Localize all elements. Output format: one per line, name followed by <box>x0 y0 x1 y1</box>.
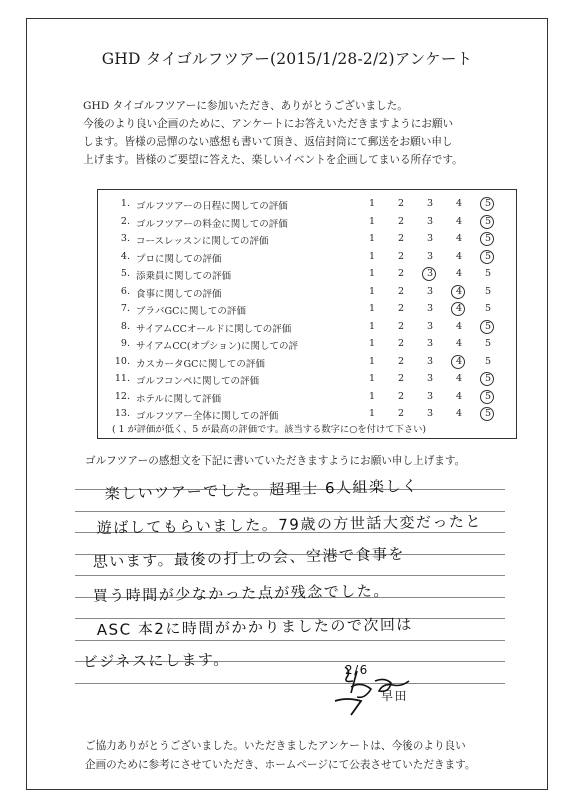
rating-option[interactable]: 4 <box>455 268 463 279</box>
ruled-line <box>75 575 505 576</box>
rating-option[interactable]: 2 <box>397 408 405 419</box>
rating-row <box>98 268 516 286</box>
rating-option[interactable]: 2 <box>397 198 405 209</box>
handwritten-line: 買う時間が少なかった点が残念でした。 <box>92 581 390 606</box>
rating-row-number: 8. <box>120 320 130 332</box>
rating-table <box>97 189 517 439</box>
rating-row-label: サイアムCCオールドに関しての評価 <box>136 323 292 335</box>
rating-option[interactable]: 5 <box>484 303 492 314</box>
rating-option[interactable]: 3 <box>426 303 434 314</box>
rating-option[interactable]: 1 <box>368 320 376 332</box>
rating-row-number: 2. <box>120 215 130 227</box>
rating-row <box>98 356 516 374</box>
rating-option[interactable]: 2 <box>397 338 405 349</box>
closing-message <box>85 737 525 775</box>
rating-option[interactable]: 1 <box>368 390 376 402</box>
rating-note: ( 1 が評価が低く、5 が最高の評価です。該当する数字に○を付けて下さい) <box>112 424 427 435</box>
rating-row <box>98 233 516 251</box>
rating-option[interactable]: 4 <box>455 390 463 402</box>
rating-option[interactable]: 3 <box>426 320 434 332</box>
rating-option[interactable]: 3 <box>426 338 434 349</box>
rating-option[interactable]: 1 <box>368 303 376 314</box>
rating-option[interactable]: 1 <box>368 268 376 279</box>
rating-option[interactable]: 1 <box>368 285 376 297</box>
rating-row <box>98 286 516 304</box>
rating-option[interactable]: 1 <box>368 373 376 384</box>
rating-row-number: 7. <box>120 303 130 314</box>
handwritten-line: ASC 本2に時間がかかりましたので次回は <box>96 615 414 640</box>
intro-line: GHD タイゴルフツアーに参加いただき、ありがとうございました。 <box>83 100 408 112</box>
rating-option[interactable]: 1 <box>368 355 376 367</box>
comment-instructions: ゴルフツアーの感想文を下記に書いていただきますようにお願い申し上げます。 <box>85 455 466 467</box>
rating-row-number: 4. <box>120 250 130 262</box>
rating-option[interactable]: 2 <box>397 285 405 297</box>
rating-row-label: ゴルフツアーの日程に関しての評価 <box>136 201 288 212</box>
rating-option[interactable]: 2 <box>397 215 405 227</box>
rating-option[interactable]: 3 <box>426 390 434 402</box>
rating-option[interactable]: 4 <box>455 303 463 314</box>
rating-row-number: 12. <box>114 390 130 402</box>
rating-row <box>98 303 516 321</box>
rating-option[interactable]: 2 <box>397 320 405 332</box>
signature-name: 早田 <box>381 689 409 703</box>
rating-option[interactable]: 5 <box>484 355 492 367</box>
closing-line: 企画のために参考にさせていただき、ホームページにて公表させていただきます。 <box>85 759 476 771</box>
rating-option[interactable]: 3 <box>426 408 434 419</box>
rating-row-number: 1. <box>120 198 130 209</box>
rating-option[interactable]: 1 <box>368 233 376 244</box>
rating-row-label: ゴルフツアーの料金に関しての評価 <box>136 218 288 230</box>
intro-line: 上げます。皆様のご要望に答えた、楽しいイベントを企画してまいる所存です。 <box>83 154 463 166</box>
rating-row-number: 6. <box>120 285 130 297</box>
rating-option[interactable]: 1 <box>368 250 376 262</box>
rating-option[interactable]: 4 <box>455 285 463 297</box>
rating-option[interactable]: 5 <box>484 268 492 279</box>
rating-option[interactable]: 5 <box>484 320 492 332</box>
rating-row <box>98 338 516 356</box>
rating-option[interactable]: 4 <box>455 233 463 244</box>
rating-row <box>98 251 516 269</box>
rating-option[interactable]: 1 <box>368 215 376 227</box>
rating-option[interactable]: 2 <box>397 355 405 367</box>
rating-row <box>98 373 516 391</box>
rating-row-number: 3. <box>120 233 130 244</box>
rating-row <box>98 321 516 339</box>
rating-option[interactable]: 5 <box>484 390 492 402</box>
rating-option[interactable]: 3 <box>426 268 434 279</box>
rating-option[interactable]: 4 <box>455 215 463 227</box>
rating-row-label: 食事に関しての評価 <box>136 288 222 300</box>
ruled-line <box>75 640 505 641</box>
rating-row-number: 9. <box>120 338 130 349</box>
rating-option[interactable]: 1 <box>368 338 376 349</box>
rating-option[interactable]: 2 <box>397 303 405 314</box>
rating-option[interactable]: 4 <box>455 355 463 367</box>
intro-paragraph <box>83 97 503 169</box>
rating-option[interactable]: 3 <box>426 285 434 297</box>
rating-option[interactable]: 3 <box>426 250 434 262</box>
rating-option[interactable]: 5 <box>484 408 492 419</box>
rating-row <box>98 391 516 409</box>
rating-option[interactable]: 4 <box>455 198 463 209</box>
rating-row-label: プロに関しての評価 <box>136 253 222 265</box>
handwritten-line: 遊ばしてもらいました。79歳の方世話大変だったと <box>96 512 483 538</box>
rating-row-label: ホテルに関して評価 <box>136 393 222 405</box>
rating-row-number: 5. <box>120 268 130 279</box>
rating-option[interactable]: 2 <box>397 373 405 384</box>
rating-row-label: 添乗員に関しての評価 <box>136 271 232 282</box>
questionnaire-sheet <box>26 18 548 790</box>
rating-option[interactable]: 5 <box>484 215 492 227</box>
rating-option[interactable]: 4 <box>455 338 463 349</box>
rating-option[interactable]: 3 <box>426 198 434 209</box>
rating-row-number: 11. <box>114 373 130 384</box>
closing-line: ご協力ありがとうございました。いただきましたアンケートは、今後のより良い <box>85 740 466 752</box>
rating-row-label: コースレッスンに関しての評価 <box>136 236 269 247</box>
signature-date: 2/6 <box>345 663 369 677</box>
rating-option[interactable]: 4 <box>455 408 463 419</box>
rating-row-label: カスカータGCに関しての評価 <box>136 358 265 370</box>
rating-option[interactable]: 3 <box>426 233 434 244</box>
rating-option[interactable]: 3 <box>426 355 434 367</box>
intro-line: します。皆様の忌憚のない感想も書いて頂き、返信封筒にて郵送をお願い申し <box>83 136 453 148</box>
rating-option[interactable]: 4 <box>455 250 463 262</box>
rating-option[interactable]: 2 <box>397 233 405 244</box>
rating-option[interactable]: 4 <box>455 373 463 384</box>
rating-row <box>98 198 516 216</box>
handwritten-line: 思います。最後の打上の会、空港で食事を <box>92 544 406 572</box>
ruled-line <box>75 683 505 684</box>
rating-option[interactable]: 1 <box>368 198 376 209</box>
rating-option[interactable]: 3 <box>426 215 434 227</box>
rating-option[interactable]: 5 <box>484 338 492 349</box>
rating-row-number: 13. <box>114 408 130 419</box>
rating-option[interactable]: 5 <box>484 285 492 297</box>
handwritten-line: ビジネスにします。 <box>82 650 230 672</box>
intro-line: 今後のより良い企画のために、アンケートにお答えいただきますようにお願い <box>83 118 454 130</box>
signature <box>327 661 427 721</box>
rating-row-label: ブラバGCに関しての評価 <box>136 306 246 317</box>
rating-row-label: サイアムCC(オプション)に関しての評 <box>136 341 298 352</box>
rating-option[interactable]: 2 <box>397 390 405 402</box>
rating-option[interactable]: 2 <box>397 250 405 262</box>
rating-option[interactable]: 4 <box>455 320 463 332</box>
rating-option[interactable]: 5 <box>484 198 492 209</box>
signature-strokes <box>327 661 427 721</box>
rating-option[interactable]: 2 <box>397 268 405 279</box>
handwritten-line: 楽しいツアーでした。超理士 6人組楽しく <box>104 476 419 504</box>
rating-option[interactable]: 1 <box>368 408 376 419</box>
rating-option[interactable]: 3 <box>426 373 434 384</box>
rating-option[interactable]: 5 <box>484 250 492 262</box>
rating-row <box>98 216 516 234</box>
rating-row-label: ゴルフツアー全体に関しての評価 <box>136 411 279 422</box>
rating-row-number: 10. <box>114 355 130 367</box>
rating-option[interactable]: 5 <box>484 233 492 244</box>
rating-row-label: ゴルフコンペに関しての評価 <box>136 376 260 387</box>
page-title: GHD タイゴルフツアー(2015/1/28-2/2)アンケート <box>101 50 473 68</box>
rating-option[interactable]: 5 <box>484 373 492 384</box>
rating-row <box>98 408 516 426</box>
